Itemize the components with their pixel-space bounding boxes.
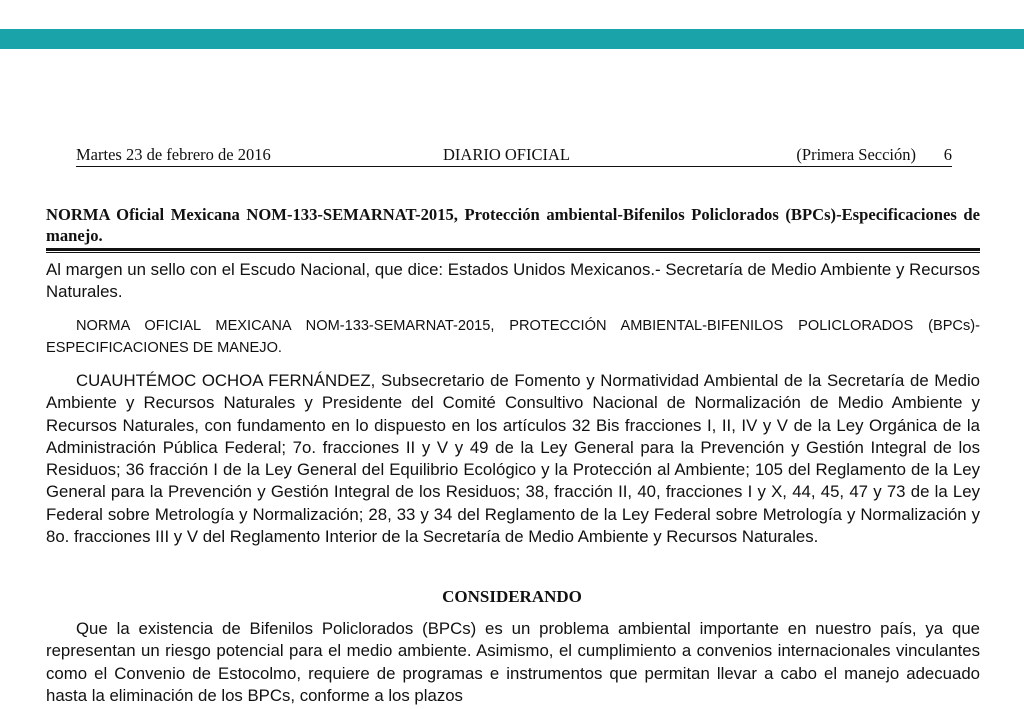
header-page-number: 6 [943, 145, 952, 164]
norm-caps-paragraph: NORMA OFICIAL MEXICANA NOM-133-SEMARNAT-2015, PROTECCIÓN AMBIENTAL-BIFENILOS POLICLORADOS (BPCs)-ESPECIFICACIONES DE MANEJO. [46, 318, 980, 356]
norm-title: NORMA Oficial Mexicana NOM-133-SEMARNAT-2015, Protección ambiental-Bifenilos Policlorados (BPCs)-Especificaciones de manejo. [46, 205, 980, 245]
header-rule [76, 166, 952, 167]
header-publication: DIARIO OFICIAL [443, 145, 570, 164]
considerando-heading: CONSIDERANDO [442, 587, 582, 606]
header-section: (Primera Sección) [796, 145, 916, 164]
page-header [76, 145, 952, 165]
top-accent-bar [0, 29, 1024, 49]
authority-paragraph: CUAUHTÉMOC OCHOA FERNÁNDEZ, Subsecretario de Fomento y Normatividad Ambiental de la Secretaría de Medio Ambiente y Recursos Naturales y Presidente del Comité Consultivo Nacional de Normalización de Medio Ambiente y Recursos Naturales, con fundamento en lo dispuesto en los artículos 32 Bis fracciones I, II, IV y V de la Ley Orgánica de la Administración Pública Federal; 7o. fracciones II y V y 49 de la Ley General para la Prevención y Gestión Integral de los Residuos; 36 fracción I de la Ley General del Equilibrio Ecológico y la Protección al Ambiente; 105 del Reglamento de la Ley General para la Prevención y Gestión Integral de los Residuos; 38, fracción II, 40, fracciones I y X, 44, 45, 47 y 73 de la Ley Federal sobre Metrología y Normalización; 28, 33 y 34 del Reglamento de la Ley Federal sobre Metrología y Normalización y 8o. fracciones III y V del Reglamento Interior de la Secretaría de Medio Ambiente y Recursos Naturales. [46, 371, 980, 547]
considerando-paragraph: Que la existencia de Bifenilos Policlorados (BPCs) es un problema ambiental importante en nuestro país, ya que representan un riesgo potencial para el medio ambiente. Asimismo, el cumplimiento a convenios internacionales vinculantes como el Convenio de Estocolmo, requiere de programas e instrumentos que permitan llevar a cabo el manejo adecuado hasta la eliminación de los BPCs, conforme a los plazos [46, 619, 980, 705]
margin-note-paragraph: Al margen un sello con el Escudo Nacional, que dice: Estados Unidos Mexicanos.- Secretaría de Medio Ambiente y Recursos Naturales. [46, 260, 980, 302]
title-double-rule [46, 248, 980, 253]
header-date: Martes 23 de febrero de 2016 [76, 145, 271, 164]
